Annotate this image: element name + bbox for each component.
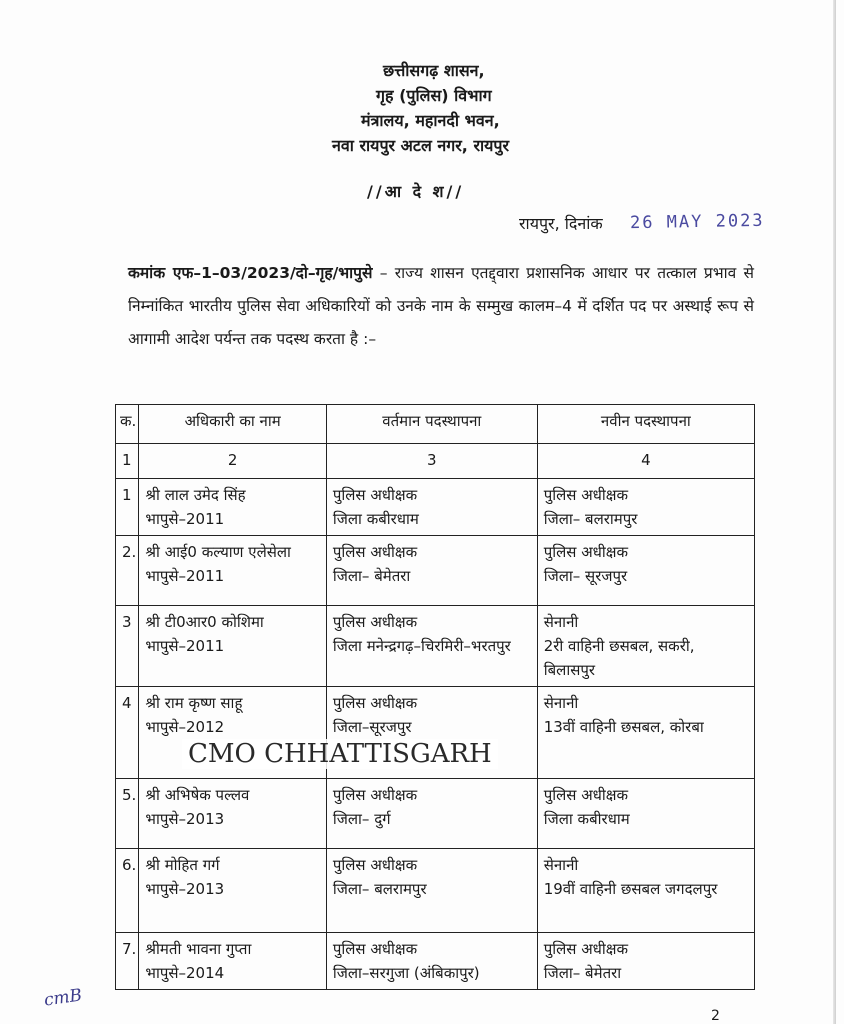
header-current-posting: वर्तमान पदस्थापना — [326, 405, 537, 444]
order-title: //आ दे श// — [367, 182, 465, 201]
row-serial: 7. — [116, 933, 139, 990]
column-number-3: 3 — [326, 444, 537, 479]
handwritten-initials: cmB — [42, 985, 84, 1011]
page-edge-shadow — [833, 0, 836, 1024]
new-posting-cell — [537, 536, 754, 606]
order-paragraph — [128, 257, 754, 356]
new-post: सेनानी — [543, 856, 579, 874]
officer-batch: भापुसे–2011 — [145, 637, 225, 655]
table-row — [116, 606, 755, 687]
header-serial: क. — [116, 405, 139, 444]
officer-cell — [139, 779, 326, 849]
letterhead-line-1: छत्तीसगढ़ शासन, — [383, 61, 485, 80]
current-post: पुलिस अधीक्षक — [332, 694, 418, 712]
new-posting-cell — [537, 933, 754, 990]
officer-batch: भापुसे–2014 — [145, 964, 225, 982]
row-serial: 4 — [116, 687, 139, 779]
officer-batch: भापुसे–2011 — [145, 567, 225, 585]
column-number-4: 4 — [537, 444, 754, 479]
header-officer-name: अधिकारी का नाम — [139, 405, 326, 444]
officer-name: श्री टी0आर0 कोशिमा — [145, 613, 264, 631]
officer-name: श्री लाल उमेद सिंह — [145, 486, 246, 504]
current-place: जिला–सूरजपुर — [332, 718, 412, 736]
officer-batch: भापुसे–2013 — [145, 810, 225, 828]
current-post: पुलिस अधीक्षक — [332, 543, 418, 561]
row-serial: 3 — [116, 606, 139, 687]
officer-name: श्री आई0 कल्याण एलेसेला — [145, 543, 291, 561]
new-posting-cell — [537, 687, 754, 779]
officer-name: श्रीमती भावना गुप्ता — [145, 940, 252, 958]
current-posting-cell — [326, 606, 537, 687]
table-row — [116, 479, 755, 536]
current-post: पुलिस अधीक्षक — [332, 856, 418, 874]
current-place: जिला– बलरामपुर — [332, 880, 427, 898]
table-row — [116, 849, 755, 933]
officer-cell — [139, 933, 326, 990]
watermark-text: CMO CHHATTISGARH — [182, 739, 498, 769]
letterhead-line-2: गृह (पुलिस) विभाग — [376, 86, 492, 105]
table-row — [116, 536, 755, 606]
new-post: पुलिस अधीक्षक — [543, 940, 629, 958]
table-row — [116, 933, 755, 990]
new-place: जिला कबीरधाम — [543, 810, 630, 828]
current-place: जिला मनेन्द्रगढ़–चिरमिरी–भरतपुर — [332, 637, 511, 655]
page-number: 2 — [711, 1008, 720, 1024]
column-number-row — [116, 444, 755, 479]
new-place: 13वीं वाहिनी छसबल, कोरबा — [543, 718, 704, 736]
new-post: पुलिस अधीक्षक — [543, 543, 629, 561]
order-reference: कमांक एफ–1–03/2023/दो–गृह/भापुसे — [128, 264, 373, 282]
current-post: पुलिस अधीक्षक — [332, 613, 418, 631]
officer-cell — [139, 849, 326, 933]
new-posting-cell — [537, 606, 754, 687]
new-post: सेनानी — [543, 694, 579, 712]
new-place: जिला– बेमेतरा — [543, 964, 622, 982]
header-new-posting: नवीन पदस्थापना — [537, 405, 754, 444]
current-posting-cell — [326, 479, 537, 536]
new-place: 2री वाहिनी छसबल, सकरी, बिलासपुर — [543, 637, 695, 679]
current-place: जिला कबीरधाम — [332, 510, 419, 528]
new-post: पुलिस अधीक्षक — [543, 786, 629, 804]
posting-table — [115, 404, 755, 990]
current-place: जिला–सरगुजा (अंबिकापुर) — [332, 964, 480, 982]
current-posting-cell — [326, 849, 537, 933]
order-text: – राज्य शासन एतद्द्वारा प्रशासनिक आधार पर तत्काल प्रभाव से निम्नांकित भारतीय पुलिस सेवा अधिकारियों को उनके नाम के सम्मुख कालम–4 में दर्शित पद पर अस्थाई रूप से आगामी आदेश पर्यन्त तक पदस्थ करता है :– — [128, 264, 755, 348]
letterhead-line-3: मंत्रालय, महानदी भवन, — [361, 111, 500, 130]
current-posting-cell — [326, 779, 537, 849]
new-post: पुलिस अधीक्षक — [543, 486, 629, 504]
officer-cell — [139, 536, 326, 606]
officer-cell — [139, 606, 326, 687]
new-post: सेनानी — [543, 613, 579, 631]
table-header-row — [116, 405, 755, 444]
officer-batch: भापुसे–2013 — [145, 880, 225, 898]
row-serial: 6. — [116, 849, 139, 933]
officer-cell — [139, 479, 326, 536]
date-stamp: 26 MAY 2023 — [629, 210, 765, 234]
new-place: जिला– सूरजपुर — [543, 567, 628, 585]
current-post: पुलिस अधीक्षक — [332, 940, 418, 958]
column-number-2: 2 — [139, 444, 326, 479]
new-place: 19वीं वाहिनी छसबल जगदलपुर — [543, 880, 718, 898]
row-serial: 5. — [116, 779, 139, 849]
current-posting-cell — [326, 536, 537, 606]
new-posting-cell — [537, 479, 754, 536]
current-posting-cell — [326, 933, 537, 990]
table-row — [116, 779, 755, 849]
current-place: जिला– दुर्ग — [332, 810, 391, 828]
new-posting-cell — [537, 779, 754, 849]
current-place: जिला– बेमेतरा — [332, 567, 411, 585]
letterhead-line-4: नवा रायपुर अटल नगर, रायपुर — [332, 136, 510, 155]
officer-batch: भापुसे–2011 — [145, 510, 225, 528]
new-posting-cell — [537, 849, 754, 933]
row-serial: 2. — [116, 536, 139, 606]
officer-batch: भापुसे–2012 — [145, 718, 225, 736]
date-label: रायपुर, दिनांक — [519, 214, 603, 233]
officer-name: श्री अभिषेक पल्लव — [145, 786, 250, 804]
officer-name: श्री मोहित गर्ग — [145, 856, 220, 874]
officer-name: श्री राम कृष्ण साहू — [145, 694, 243, 712]
current-post: पुलिस अधीक्षक — [332, 486, 418, 504]
current-post: पुलिस अधीक्षक — [332, 786, 418, 804]
row-serial: 1 — [116, 479, 139, 536]
column-number-1: 1 — [116, 444, 139, 479]
new-place: जिला– बलरामपुर — [543, 510, 638, 528]
